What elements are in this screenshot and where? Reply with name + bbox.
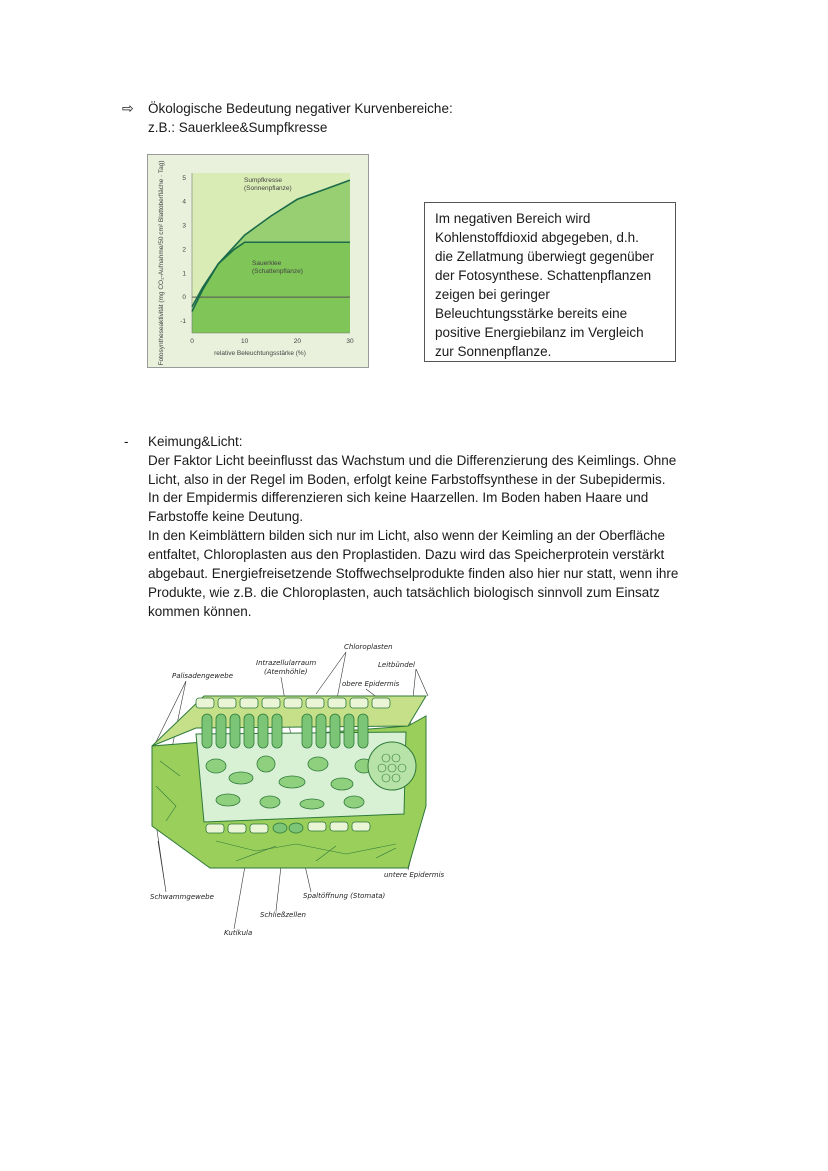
x-tick-label: 20 bbox=[293, 338, 301, 345]
paragraph-line: Licht, also in der Regel im Boden, erfolgt keine Farbstoffsynthese in der Subepidermis. bbox=[148, 472, 666, 487]
leaf-diagram-svg bbox=[146, 636, 445, 942]
y-tick-label: 2 bbox=[182, 246, 186, 254]
series-label-sumpfkresse-2: (Sonnenpflanze) bbox=[244, 185, 292, 192]
section-subheading: z.B.: Sauerklee&Sumpfkresse bbox=[148, 120, 328, 135]
label-spaltoeffnung: Spaltöffnung (Stomata) bbox=[303, 892, 386, 900]
y-tick-label: -1 bbox=[180, 318, 186, 326]
y-tick-label: 0 bbox=[182, 294, 186, 302]
label-chloroplasten: Chloroplasten bbox=[344, 643, 393, 651]
label-schliesszellen: Schließzellen bbox=[260, 911, 306, 919]
explanation-line: Im negativen Bereich wird bbox=[435, 211, 591, 226]
chart-svg bbox=[148, 155, 368, 367]
label-palisaden: Palisadengewebe bbox=[172, 672, 234, 680]
section-heading: Ökologische Bedeutung negativer Kurvenbereiche: bbox=[148, 101, 453, 116]
photosynthesis-chart bbox=[147, 154, 369, 368]
explanation-line: zur Sonnenpflanze. bbox=[435, 344, 552, 359]
explanation-line: Kohlenstoffdioxid abgegeben, d.h. bbox=[435, 230, 639, 245]
leaf-cross-section-diagram bbox=[146, 636, 445, 942]
dash-bullet: - bbox=[124, 434, 129, 449]
series-label-sauerklee-1: Sauerklee bbox=[252, 260, 282, 267]
section2-heading: Keimung&Licht: bbox=[148, 434, 243, 449]
y-tick-label: 4 bbox=[182, 198, 186, 206]
paragraph-line: In der Empidermis differenzieren sich keine Haarzellen. Im Boden haben Haare und bbox=[148, 490, 649, 505]
x-tick-label: 10 bbox=[241, 338, 249, 345]
explanation-line: die Zellatmung überwiegt gegenüber bbox=[435, 249, 655, 264]
paragraph-line: entfaltet, Chloroplasten aus den Proplastiden. Dazu wird das Speicherprotein verstärkt bbox=[148, 547, 665, 562]
y-axis-label: Fotosyntheseaktivität (mg CO₂-Aufnahme/50 cm² Blattoberfläche · Tag) bbox=[158, 160, 165, 366]
series-label-sumpfkresse-1: Sumpfkresse bbox=[244, 177, 282, 184]
explanation-line: der Fotosynthese. Schattenpflanzen bbox=[435, 268, 652, 283]
y-tick-label: 3 bbox=[182, 222, 186, 230]
x-tick-label: 30 bbox=[346, 338, 354, 345]
paragraph-line: Farbstoffe keine Deutung. bbox=[148, 509, 304, 524]
explanation-box bbox=[424, 202, 676, 362]
upper-epidermis-cells bbox=[196, 698, 390, 708]
paragraph-line: Produkte, wie z.B. die Chloroplasten, auch tatsächlich biologisch sinnvoll zum Einsatz bbox=[148, 585, 660, 600]
paragraph-line: In den Keimblättern bilden sich nur im Licht, also wenn der Keimling an der Oberfläche bbox=[148, 528, 666, 543]
label-leitbuendel: Leitbündel bbox=[378, 661, 415, 669]
label-schwammgewebe: Schwammgewebe bbox=[150, 893, 214, 901]
label-untere-epidermis: untere Epidermis bbox=[384, 871, 445, 879]
label-obere-epidermis: obere Epidermis bbox=[342, 680, 400, 688]
vascular-bundle bbox=[368, 742, 416, 790]
series-label-sauerklee-2: (Schattenpflanze) bbox=[252, 268, 303, 275]
label-atemhoehle: (Atemhöhle) bbox=[264, 668, 308, 676]
paragraph-line: abgebaut. Energiefreisetzende Stoffwechselprodukte finden also hier nur statt, wenn ihre bbox=[148, 566, 679, 581]
x-tick-label: 0 bbox=[190, 338, 194, 345]
label-kutikula: Kutikula bbox=[224, 929, 253, 937]
x-axis-label: relative Beleuchtungsstärke (%) bbox=[214, 350, 306, 357]
y-tick-label: 5 bbox=[182, 174, 186, 182]
explanation-line: zeigen bei geringer bbox=[435, 287, 550, 302]
label-intrazellular: Intrazellularraum bbox=[256, 659, 317, 667]
paragraph-line: Der Faktor Licht beeinflusst das Wachstum und die Differenzierung des Keimlings. Ohne bbox=[148, 453, 677, 468]
arrow-bullet-icon: ⇨ bbox=[122, 100, 134, 116]
y-tick-label: 1 bbox=[182, 270, 186, 278]
explanation-line: positive Energiebilanz im Vergleich bbox=[435, 325, 644, 340]
explanation-line: Beleuchtungsstärke bereits eine bbox=[435, 306, 628, 321]
paragraph-line: kommen können. bbox=[148, 604, 252, 619]
